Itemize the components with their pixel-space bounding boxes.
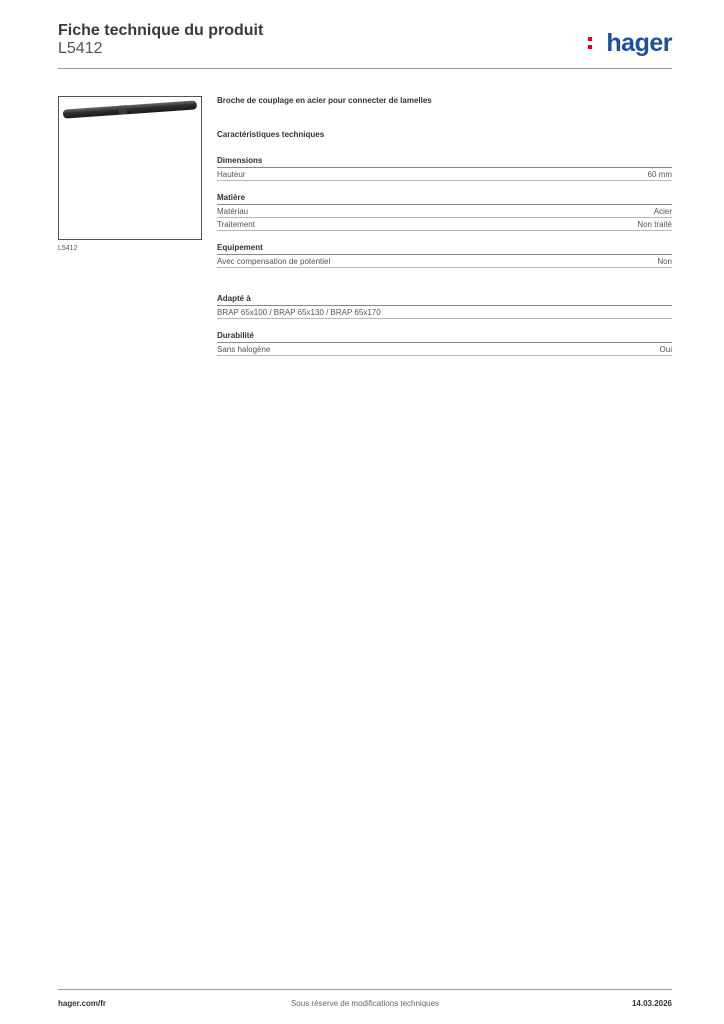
spec-label: BRAP 65x100 / BRAP 65x130 / BRAP 65x170 xyxy=(217,308,381,317)
spec-label: Matériau xyxy=(217,207,249,216)
spec-row xyxy=(217,343,672,356)
spec-group-dimensions xyxy=(217,156,672,181)
spec-group-adapte xyxy=(217,294,672,319)
document-title: Fiche technique du produit xyxy=(58,22,264,39)
footer-divider xyxy=(58,989,672,990)
spec-row xyxy=(217,205,672,218)
spec-value: Non traité xyxy=(637,220,672,229)
specs-heading: Caractéristiques techniques xyxy=(217,130,325,139)
spec-group-title: Matière xyxy=(217,193,672,205)
spec-label: Hauteur xyxy=(217,170,246,179)
spec-group-title: Durabilité xyxy=(217,331,672,343)
hager-logo: hager xyxy=(606,29,672,57)
spec-value: 60 mm xyxy=(647,170,672,179)
spec-row xyxy=(217,218,672,231)
logo-dots-icon xyxy=(588,37,592,53)
spec-label: Sans halogène xyxy=(217,345,271,354)
spec-row xyxy=(217,255,672,268)
product-image xyxy=(58,96,202,240)
page-header xyxy=(58,20,672,70)
spec-value: Acier xyxy=(653,207,672,216)
spec-label: Traitement xyxy=(217,220,255,229)
spec-row xyxy=(217,168,672,181)
footer-website-link[interactable]: hager.com/fr xyxy=(58,999,107,1008)
spec-group-matiere xyxy=(217,193,672,231)
page-footer xyxy=(58,999,672,1011)
coupling-pin-illustration xyxy=(59,97,201,239)
spec-value: Non xyxy=(657,257,672,266)
spec-value: Oui xyxy=(659,345,672,354)
spec-group-title: Adapté à xyxy=(217,294,672,306)
spec-row xyxy=(217,306,672,319)
specifications xyxy=(217,96,672,368)
footer-notice: Sous réserve de modifications techniques xyxy=(290,999,440,1008)
footer-date: 14.03.2026 xyxy=(631,999,672,1008)
spec-group-equipement xyxy=(217,243,672,268)
header-divider xyxy=(58,68,672,69)
product-description: Broche de couplage en acier pour connecter de lamelles xyxy=(217,96,432,105)
spec-group-title: Dimensions xyxy=(217,156,672,168)
product-reference: L5412 xyxy=(58,40,103,57)
image-caption: L5412 xyxy=(58,245,78,252)
spec-label: Avec compensation de potentiel xyxy=(217,257,331,266)
spec-group-title: Equipement xyxy=(217,243,672,255)
spec-group-durabilite xyxy=(217,331,672,356)
